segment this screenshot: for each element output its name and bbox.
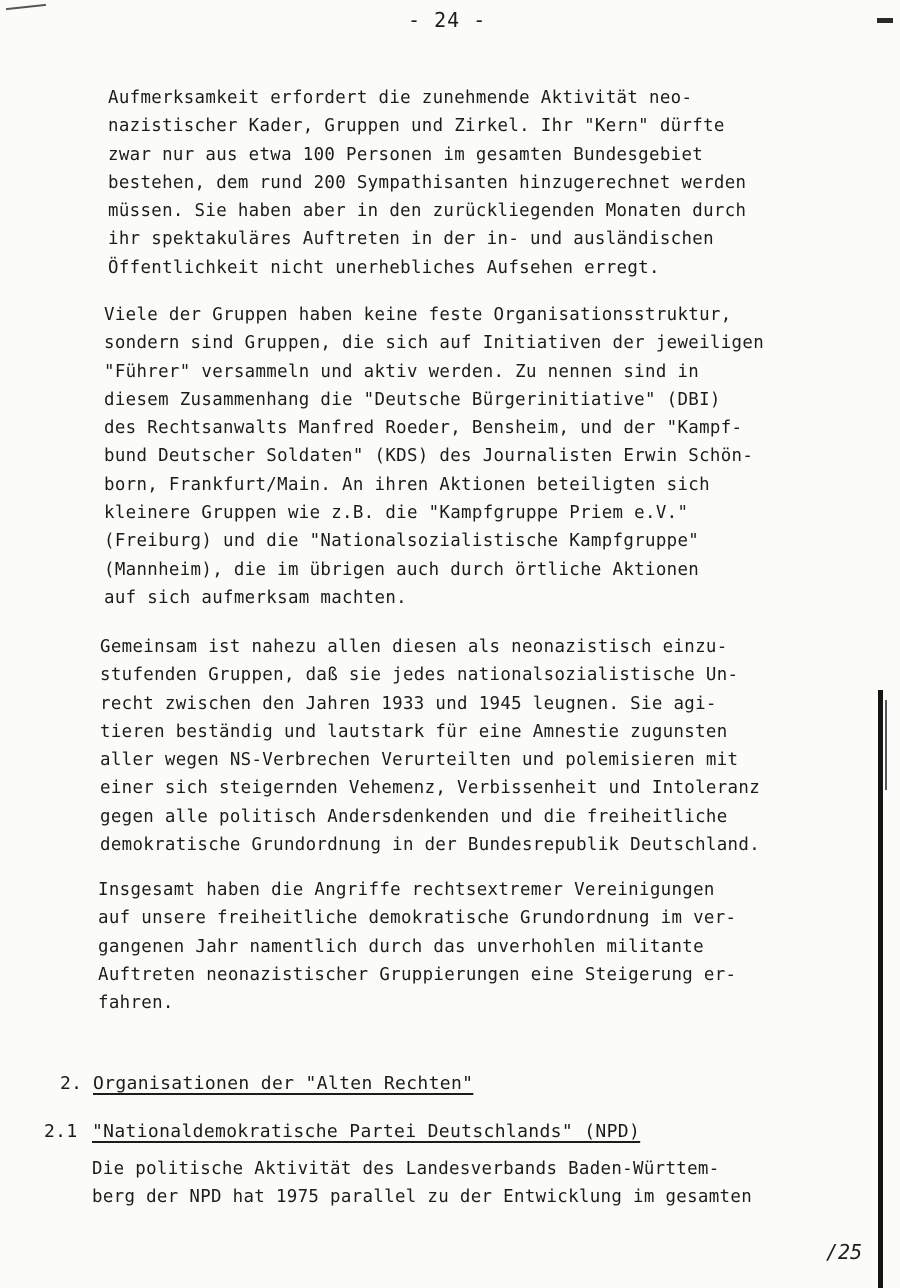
text-line: (Freiburg) und die "Nationalsozialistische Kampfgruppe" <box>104 531 700 552</box>
text-line: bestehen, dem rund 200 Sympathisanten hinzugerechnet werden <box>108 172 747 193</box>
text-line: Viele der Gruppen haben keine feste Organisationsstruktur, <box>104 305 732 325</box>
text-line: Aufmerksamkeit erfordert die zunehmende Aktivität neo- <box>108 88 693 108</box>
paragraph <box>104 301 764 612</box>
text-line: müssen. Sie haben aber in den zurückliegenden Monaten durch <box>108 201 747 222</box>
text-line: einer sich steigernden Vehemenz, Verbissenheit und Intoleranz <box>100 778 761 799</box>
section-number: 2. <box>60 1073 83 1094</box>
margin-marker-line <box>885 700 887 790</box>
text-line: born, Frankfurt/Main. An ihren Aktionen beteiligten sich <box>104 474 710 495</box>
text-line: auf unsere freiheitliche demokratische Grundordnung im ver- <box>98 908 737 929</box>
margin-marker-line <box>878 690 883 1288</box>
subsection-heading <box>44 1118 640 1146</box>
text-line: Die politische Aktivität des Landesverbands Baden-Württem- <box>92 1159 720 1179</box>
text-line: auf sich aufmerksam machten. <box>104 587 407 608</box>
text-line: Insgesamt haben die Angriffe rechtsextremer Vereinigungen <box>98 880 715 900</box>
text-line: "Führer" versammeln und aktiv werden. Zu nennen sind in <box>104 361 700 382</box>
page-number: - 24 - <box>408 8 487 32</box>
final-paragraph <box>92 1155 752 1212</box>
text-line: tieren beständig und lautstark für eine Amnestie zugunsten <box>100 721 728 742</box>
text-line: sondern sind Gruppen, die sich auf Initiativen der jeweiligen <box>104 333 765 354</box>
subsection-title: "Nationaldemokratische Partei Deutschlands" (NPD) <box>92 1121 641 1142</box>
text-line: aller wegen NS-Verbrechen Verurteilten und polemisieren mit <box>100 750 739 771</box>
paragraph <box>98 876 736 1017</box>
continuation-mark: /25 <box>826 1240 863 1264</box>
text-line: berg der NPD hat 1975 parallel zu der Entwicklung im gesamten <box>92 1187 753 1208</box>
text-line: Auftreten neonazistischer Gruppierungen eine Steigerung er- <box>98 964 737 985</box>
text-line: gangenen Jahr namentlich durch das unverhohlen militante <box>98 936 704 957</box>
section-title: Organisationen der "Alten Rechten" <box>93 1073 474 1094</box>
text-line: recht zwischen den Jahren 1933 und 1945 leugnen. Sie agi- <box>100 693 717 714</box>
text-line: Gemeinsam ist nahezu allen diesen als neonazistisch einzu- <box>100 637 728 657</box>
text-line: gegen alle politisch Andersdenkenden und die freiheitliche <box>100 806 728 827</box>
text-line: diesem Zusammenhang die "Deutsche Bürgerinitiative" (DBI) <box>104 389 721 410</box>
scan-artifact <box>877 18 893 23</box>
text-line: bund Deutscher Soldaten" (KDS) des Journalisten Erwin Schön- <box>104 446 754 467</box>
text-line: zwar nur aus etwa 100 Personen im gesamten Bundesgebiet <box>108 144 704 165</box>
text-line: kleinere Gruppen wie z.B. die "Kampfgruppe Priem e.V." <box>104 503 689 524</box>
text-line: (Mannheim), die im übrigen auch durch örtliche Aktionen <box>104 559 700 580</box>
text-line: ihr spektakuläres Auftreten in der in- und ausländischen <box>108 229 714 250</box>
text-line: Öffentlichkeit nicht unerhebliches Aufsehen erregt. <box>108 257 660 278</box>
text-line: stufenden Gruppen, daß sie jedes nationalsozialistische Un- <box>100 665 739 686</box>
paragraph <box>100 633 760 859</box>
text-line: demokratische Grundordnung in der Bundesrepublik Deutschland. <box>100 835 761 856</box>
subsection-number: 2.1 <box>44 1121 78 1142</box>
scan-artifact <box>6 4 46 10</box>
text-line: nazistischer Kader, Gruppen und Zirkel. Ihr "Kern" dürfte <box>108 116 725 137</box>
text-line: fahren. <box>98 993 174 1014</box>
text-line: des Rechtsanwalts Manfred Roeder, Bensheim, und der "Kampf- <box>104 418 743 439</box>
section-heading <box>60 1070 473 1098</box>
paragraph <box>108 84 746 282</box>
